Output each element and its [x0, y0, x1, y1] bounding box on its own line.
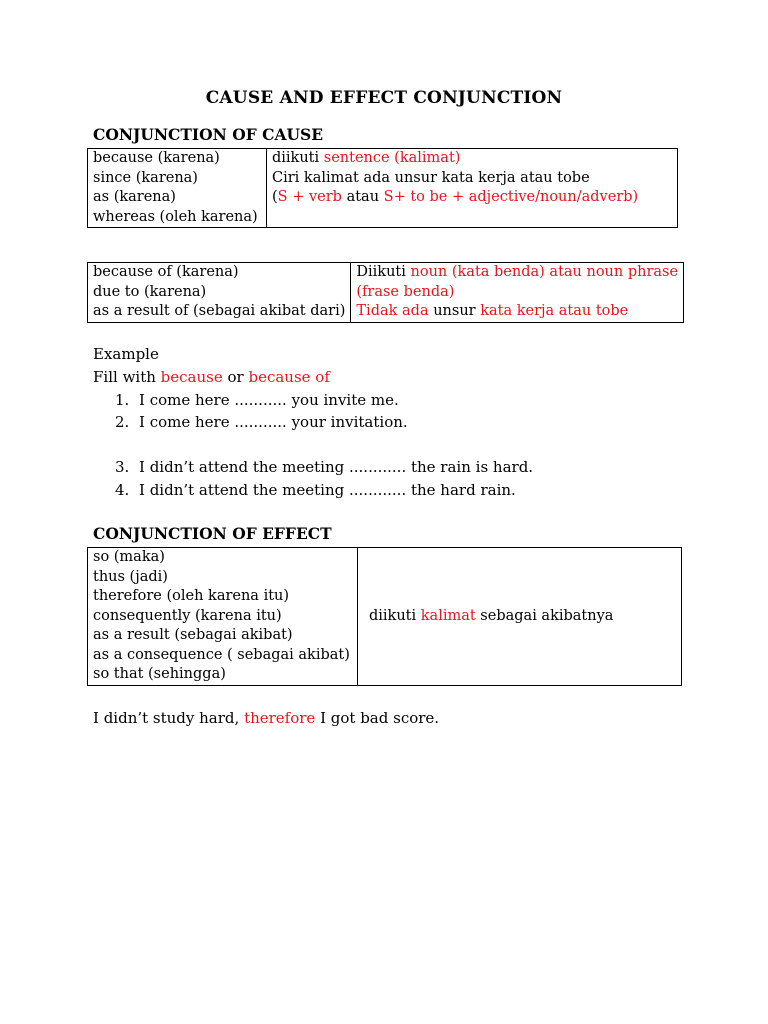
cause-table-2 [87, 262, 684, 323]
rule-line: (frase benda) [356, 283, 455, 300]
conjunction-item: as a consequence ( sebagai akibat) [93, 646, 350, 663]
rule-line: (S + verb atau S+ to be + adjective/noun/adverb) [272, 189, 639, 205]
conjunction-item: as (karena) [93, 189, 176, 205]
rule-line: diikuti kalimat sebagai akibatnya [369, 607, 614, 624]
conjunction-item: as a result (sebagai akibat) [93, 627, 293, 643]
conjunction-item: therefore (oleh karena itu) [93, 588, 290, 604]
cause-heading: CONJUNCTION OF CAUSE [93, 125, 324, 144]
rule-line: Ciri kalimat ada unsur kata kerja atau tobe [272, 169, 590, 186]
cause-table-2-right [351, 263, 684, 323]
exercise-item: 4. I didn’t attend the meeting ............ the hard rain. [115, 481, 516, 499]
conjunction-item: so (maka) [93, 549, 165, 565]
exercise-item: 2. I come here ........... your invitation. [115, 413, 408, 431]
conjunction-item: whereas (oleh karena) [93, 208, 258, 225]
conjunction-item: consequently (karena itu) [93, 607, 282, 624]
cause-table-1-right [267, 149, 678, 228]
effect-heading: CONJUNCTION OF EFFECT [93, 524, 332, 543]
cause-table-1 [87, 148, 678, 228]
effect-table-left [88, 548, 358, 686]
rule-line: Tidak ada unsur kata kerja atau tobe [356, 303, 629, 319]
conjunction-item: due to (karena) [93, 283, 207, 300]
rule-line: Diikuti noun (kata benda) atau noun phrase [356, 264, 679, 280]
cause-table-1-left [88, 149, 267, 228]
effect-table-right [358, 548, 682, 686]
conjunction-item: since (karena) [93, 169, 198, 186]
conjunction-item: so that (sehingga) [93, 666, 226, 682]
exercise-item: 1. I come here ........... you invite me. [115, 391, 399, 409]
example-label: Example [93, 345, 159, 363]
exercise-item: 3. I didn’t attend the meeting ............ the rain is hard. [115, 458, 534, 476]
conjunction-item: because (karena) [93, 150, 220, 166]
conjunction-item: thus (jadi) [93, 568, 168, 585]
conjunction-item: as a result of (sebagai akibat dari) [93, 303, 346, 319]
final-sentence: I didn’t study hard, therefore I got bad score. [93, 709, 440, 727]
conjunction-item: because of (karena) [93, 264, 239, 280]
cause-table-2-left [88, 263, 351, 323]
page-title: CAUSE AND EFFECT CONJUNCTION [205, 88, 563, 108]
effect-table [87, 547, 682, 686]
fill-instruction: Fill with because or because of [93, 368, 330, 386]
rule-line: diikuti sentence (kalimat) [272, 150, 461, 166]
